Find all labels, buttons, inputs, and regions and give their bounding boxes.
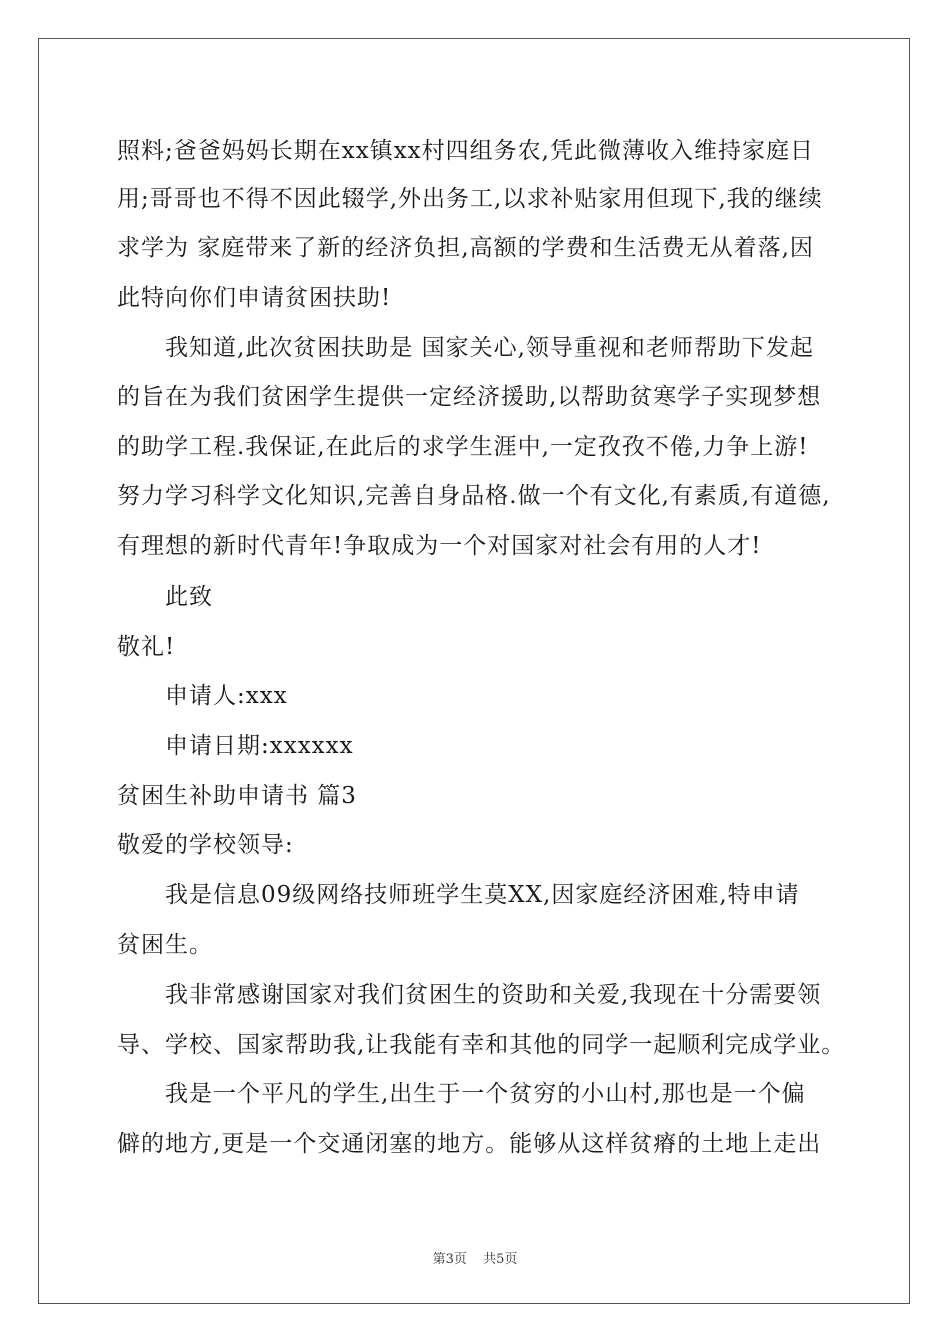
- paragraph-line: 此特向你们申请贫困扶助!: [117, 285, 392, 311]
- paragraph-line: 求学为 家庭带来了新的经济负担,高额的学费和生活费无从着落,因: [117, 235, 814, 261]
- paragraph-line: 贫困生。: [117, 932, 213, 958]
- section-title: 贫困生补助申请书 篇3: [117, 783, 357, 809]
- paragraph-line: 我是一个平凡的学生,出生于一个贫穷的小山村,那也是一个偏: [165, 1081, 806, 1107]
- paragraph-line: 的助学工程.我保证,在此后的求学生涯中,一定孜孜不倦,力争上游!: [117, 434, 809, 460]
- paragraph-line: 用;哥哥也不得不因此辍学,外出务工,以求补贴家用但现下,我的继续: [117, 186, 823, 212]
- paragraph-line: 我知道,此次贫困扶助是 国家关心,领导重视和老师帮助下发起: [165, 335, 814, 361]
- paragraph-line: 僻的地方,更是一个交通闭塞的地方。能够从这样贫瘠的土地上走出: [117, 1131, 822, 1157]
- paragraph-line: 照料;爸爸妈妈长期在xx镇xx村四组务农,凭此微薄收入维持家庭日: [117, 138, 814, 164]
- letter-greeting: 敬爱的学校领导:: [117, 832, 294, 858]
- application-date: 申请日期:xxxxxx: [165, 733, 354, 759]
- paragraph-line: 导、学校、国家帮助我,让我能有幸和其他的同学一起顺利完成学业。: [117, 1032, 846, 1058]
- paragraph-line: 我非常感谢国家对我们贫困生的资助和关爱,我现在十分需要领: [165, 982, 822, 1008]
- page-footer: [0, 1248, 950, 1267]
- page-number-current: 第3页: [432, 1252, 467, 1267]
- paragraph-line: 的旨在为我们贫困学生提供一定经济援助,以帮助贫寒学子实现梦想: [117, 384, 822, 410]
- paragraph-line: 有理想的新时代青年!争取成为一个对国家对社会有用的人才!: [117, 533, 762, 559]
- page-border: [38, 38, 910, 1304]
- paragraph-line: 我是信息09级网络技师班学生莫XX,因家庭经济困难,特申请: [165, 882, 800, 908]
- closing-regards: 敬礼!: [117, 634, 176, 660]
- closing-salutation: 此致: [165, 584, 213, 610]
- applicant-name: 申请人:xxx: [165, 683, 288, 709]
- page-number-total: 共5页: [483, 1252, 518, 1267]
- paragraph-line: 努力学习科学文化知识,完善自身品格.做一个有文化,有素质,有道德,: [117, 483, 831, 509]
